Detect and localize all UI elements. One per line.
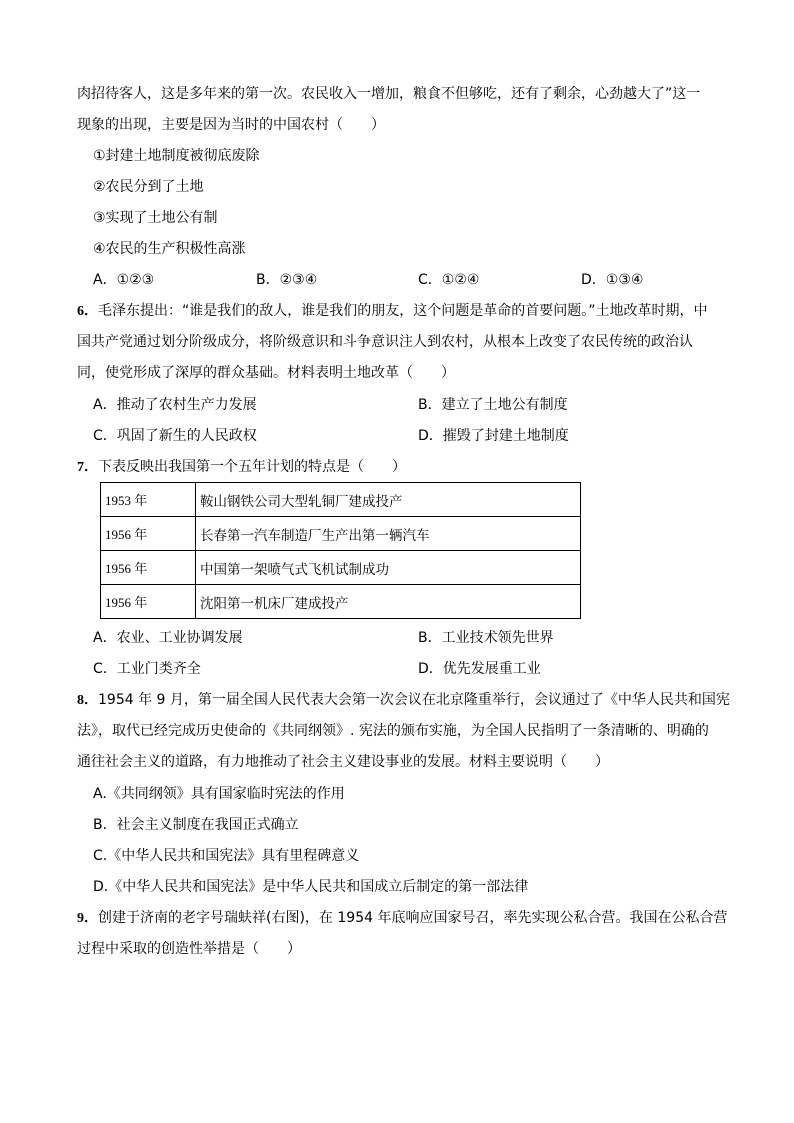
table-cell-year: 1956 年 [101, 585, 196, 619]
table-cell-year: 1956 年 [101, 517, 196, 551]
table-row [101, 483, 581, 517]
q8-option-c[interactable]: C.《中华人民共和国宪法》具有里程碑意义 [93, 848, 360, 864]
table-row [101, 585, 581, 619]
q6-option-c[interactable]: C．巩固了新生的人民政权 [93, 428, 257, 444]
table-cell-event: 鞍山钢铁公司大型轧铜厂建成投产 [196, 483, 581, 517]
q7-text-line-1: 下表反映出我国第一个五年计划的特点是（ ） [98, 459, 406, 475]
table-row [101, 551, 581, 585]
q8-number: 8． [77, 693, 98, 708]
q8-option-a[interactable]: A.《共同纲领》具有国家临时宪法的作用 [93, 786, 345, 802]
q7-events-table [100, 482, 581, 619]
q5-text-line-2: 现象的出现，主要是因为当时的中国农村（ ） [77, 117, 385, 133]
q8-text-line-2: 法》，取代已经完成历史使命的《共同纲领》. 宪法的颁布实施，为全国人民指明了一条清晰的、明确的 [77, 723, 709, 739]
q5-option-d[interactable]: D．①③④ [581, 272, 644, 288]
q7-option-c[interactable]: C．工业门类齐全 [93, 661, 201, 677]
q9-number: 9． [77, 911, 98, 926]
q8-text-line-3: 通往社会主义的道路，有力地推动了社会主义建设事业的发展。材料主要说明（ ） [77, 754, 609, 770]
q5-item-2: ②农民分到了土地 [93, 179, 204, 195]
table-cell-year: 1953 年 [101, 483, 196, 517]
q5-item-3: ③实现了土地公有制 [93, 210, 218, 226]
q5-option-c[interactable]: C．①②④ [418, 272, 480, 288]
q8-text-line-1: 1954 年 9 月，第一届全国人民代表大会第一次会议在北京隆重举行，会议通过了《中华人民共和国宪 [98, 692, 730, 708]
q6-stem-line-1 [77, 301, 708, 322]
q9-stem-line-1 [77, 908, 727, 929]
q6-option-d[interactable]: D．摧毁了封建土地制度 [418, 428, 569, 444]
q6-text-line-1: 毛泽东提出：“谁是我们的敌人，谁是我们的朋友，这个问题是革命的首要问题。”土地改革时期，中 [98, 303, 708, 319]
q5-text-line-1: 肉招待客人，这是多年来的第一次。农民收入一增加，粮食不但够吃，还有了剩余，心劲越大了”这一 [77, 86, 701, 102]
table-cell-year: 1956 年 [101, 551, 196, 585]
q8-option-b[interactable]: B．社会主义制度在我国正式确立 [93, 817, 299, 833]
q5-item-1: ①封建土地制度被彻底废除 [93, 148, 260, 164]
q5-item-4: ④农民的生产积极性高涨 [93, 241, 246, 257]
q7-option-d[interactable]: D．优先发展重工业 [418, 661, 541, 677]
q8-stem-line-1 [77, 690, 730, 711]
q6-number: 6． [77, 304, 98, 319]
q9-text-line-2: 过程中采取的创造性举措是（ ） [77, 941, 301, 957]
q8-option-d[interactable]: D.《中华人民共和国宪法》是中华人民共和国成立后制定的第一部法律 [93, 879, 529, 895]
table-cell-event: 沈阳第一机床厂建成投产 [196, 585, 581, 619]
table-cell-event: 中国第一架喷气式飞机试制成功 [196, 551, 581, 585]
q6-text-line-2: 国共产党通过划分阶级成分，将阶级意识和斗争意识注人到农村，从根本上改变了农民传统的政治认 [77, 334, 693, 350]
q6-text-line-3: 同，使党形成了深厚的群众基础。材料表明土地改革（ ） [77, 365, 455, 381]
q6-option-b[interactable]: B．建立了土地公有制度 [418, 397, 568, 413]
q5-option-b[interactable]: B．②③④ [256, 272, 318, 288]
q7-option-b[interactable]: B．工业技术领先世界 [418, 630, 554, 646]
q7-option-a[interactable]: A．农业、工业协调发展 [93, 630, 243, 646]
q7-stem [77, 457, 406, 478]
q7-number: 7． [77, 460, 98, 475]
q9-text-line-1: 创建于济南的老字号瑞蚨祥(右图)，在 1954 年底响应国家号召，率先实现公私合营。我国在公私合营 [98, 910, 728, 926]
table-row [101, 517, 581, 551]
table-cell-event: 长春第一汽车制造厂生产出第一辆汽车 [196, 517, 581, 551]
q5-option-a[interactable]: A．①②③ [93, 272, 155, 288]
q6-option-a[interactable]: A．推动了农村生产力发展 [93, 397, 257, 413]
